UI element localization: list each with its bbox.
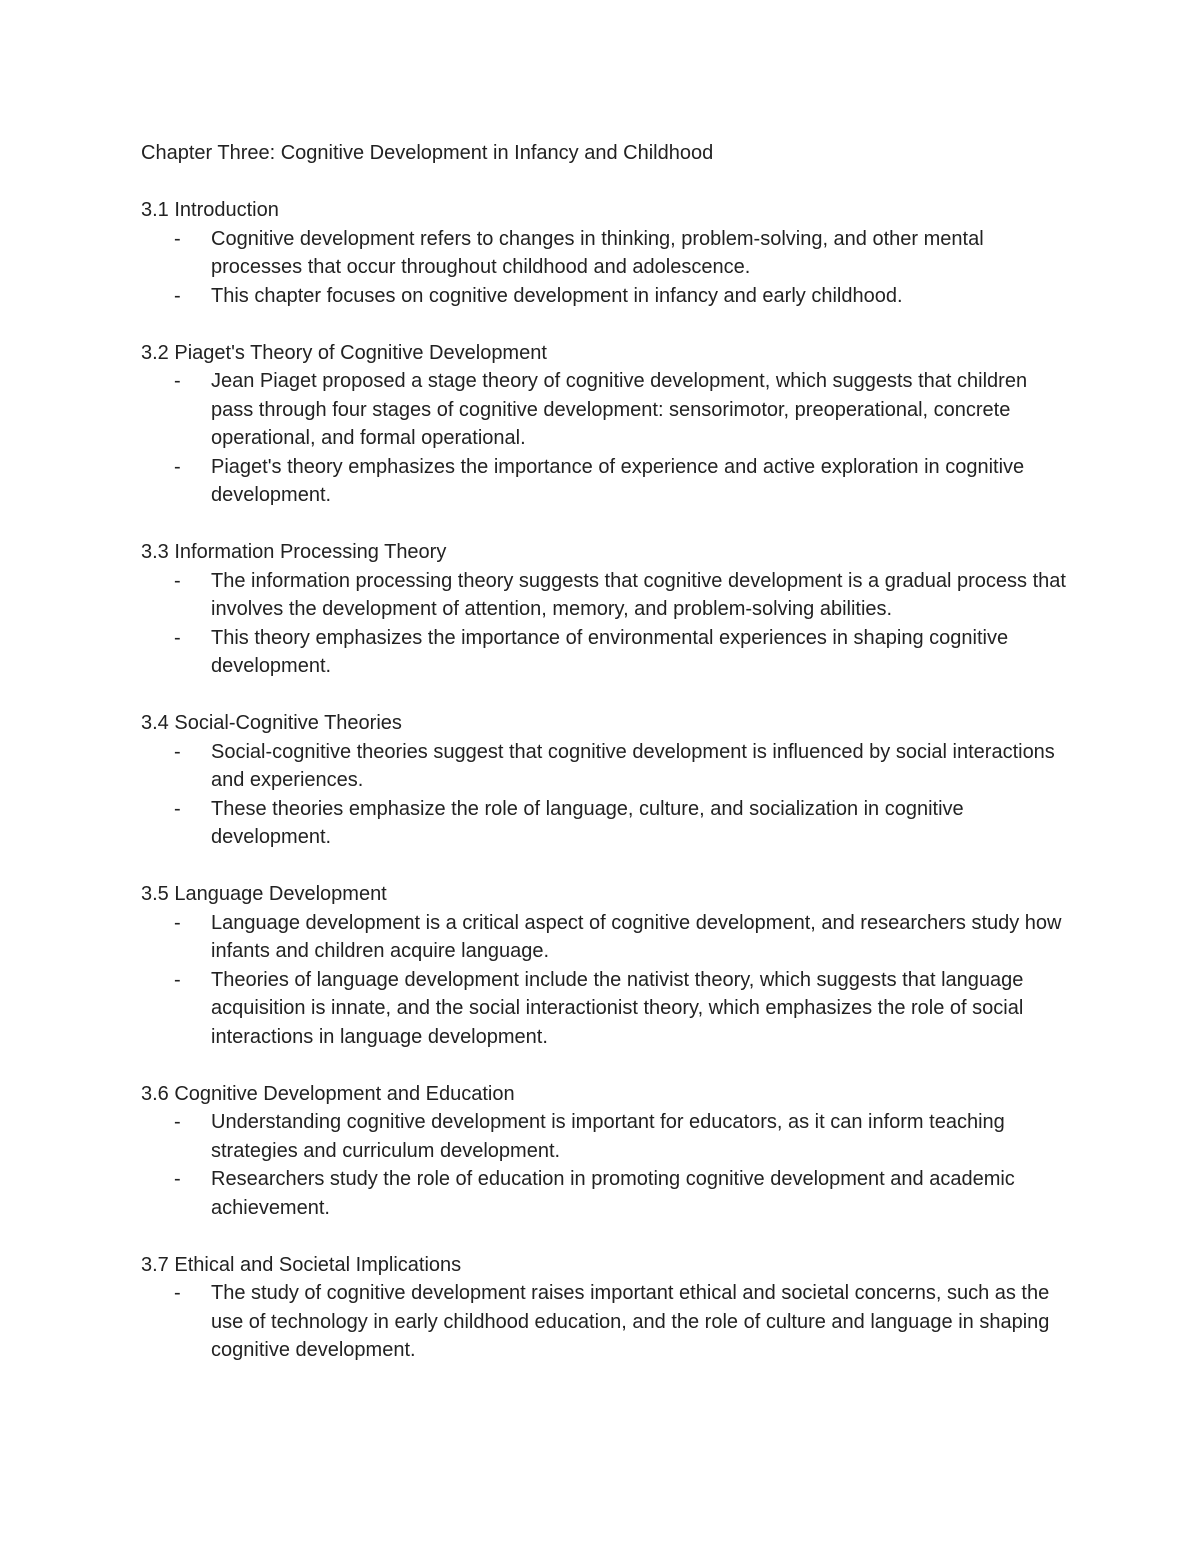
section-heading: 3.6 Cognitive Development and Education <box>141 1082 515 1105</box>
list-item <box>141 1108 1071 1165</box>
section-3-6 <box>141 1080 1071 1223</box>
dash-bullet-icon: - <box>174 1282 181 1304</box>
dash-bullet-icon: - <box>174 227 181 250</box>
bullet-list <box>141 567 1071 681</box>
section-3-4 <box>141 709 1071 852</box>
section-heading: 3.1 Introduction <box>141 199 279 221</box>
section-3-7 <box>141 1251 1071 1365</box>
dash-bullet-icon: - <box>174 1111 181 1133</box>
bullet-list <box>141 738 1071 852</box>
list-item-text: This chapter focuses on cognitive development in infancy and early childhood. <box>211 284 903 307</box>
list-item-text: Piaget's theory emphasizes the importance of experience and active exploration in cognitive development. <box>211 455 1025 506</box>
list-item <box>141 795 1071 852</box>
list-item <box>141 966 1071 1052</box>
bullet-list <box>141 1108 1071 1222</box>
section-3-3 <box>141 538 1071 681</box>
dash-bullet-icon: - <box>174 626 181 649</box>
dash-bullet-icon: - <box>174 455 181 478</box>
dash-bullet-icon: - <box>174 569 181 592</box>
section-3-1 <box>141 196 1071 310</box>
list-item-text: Understanding cognitive development is important for educators, as it can inform teaching strategies and curriculum development. <box>211 1111 1005 1162</box>
list-item <box>141 909 1071 966</box>
dash-bullet-icon: - <box>174 284 181 307</box>
dash-bullet-icon: - <box>174 370 181 392</box>
list-item <box>141 453 1071 510</box>
list-item <box>141 738 1071 795</box>
dash-bullet-icon: - <box>174 1168 181 1190</box>
list-item <box>141 624 1071 681</box>
bullet-list <box>141 1279 1071 1365</box>
section-3-5 <box>141 880 1071 1051</box>
list-item <box>141 567 1071 624</box>
list-item <box>141 1165 1071 1222</box>
list-item-text: These theories emphasize the role of language, culture, and socialization in cognitive development. <box>211 797 964 848</box>
section-3-2 <box>141 339 1071 510</box>
section-heading: 3.5 Language Development <box>141 883 387 905</box>
section-heading: 3.2 Piaget's Theory of Cognitive Development <box>141 341 547 364</box>
dash-bullet-icon: - <box>174 911 181 934</box>
bullet-list <box>141 225 1071 311</box>
dash-bullet-icon: - <box>174 968 181 991</box>
section-heading: 3.7 Ethical and Societal Implications <box>141 1253 462 1276</box>
list-item <box>141 1279 1071 1365</box>
document-page <box>141 139 1071 1393</box>
list-item <box>141 282 1071 311</box>
list-item-text: The information processing theory suggests that cognitive development is a gradual process that involves the development of attention, memory, and problem-solving abilities. <box>211 569 1066 620</box>
list-item-text: Researchers study the role of education in promoting cognitive development and academic achievement. <box>211 1168 1015 1219</box>
bullet-list <box>141 909 1071 1052</box>
page-title: Chapter Three: Cognitive Development in Infancy and Childhood <box>141 142 714 164</box>
bullet-list <box>141 367 1071 510</box>
list-item-text: Language development is a critical aspect of cognitive development, and researchers study how infants and children acquire language. <box>211 911 1062 962</box>
dash-bullet-icon: - <box>174 797 181 820</box>
list-item-text: Jean Piaget proposed a stage theory of cognitive development, which suggests that children pass through four stages of cognitive development: sensorimotor, preoperational, concrete operational, and formal operational. <box>211 370 1028 449</box>
dash-bullet-icon: - <box>174 740 181 763</box>
section-heading: 3.3 Information Processing Theory <box>141 541 447 563</box>
list-item-text: This theory emphasizes the importance of environmental experiences in shaping cognitive development. <box>211 626 1009 677</box>
section-heading: 3.4 Social-Cognitive Theories <box>141 712 402 734</box>
list-item <box>141 225 1071 282</box>
list-item-text: Cognitive development refers to changes in thinking, problem-solving, and other mental processes that occur throughout childhood and adolescence. <box>211 227 984 278</box>
list-item-text: Theories of language development include the nativist theory, which suggests that language acquisition is innate, and the social interactionist theory, which emphasizes the role of social interactions in language development. <box>211 968 1024 1048</box>
list-item <box>141 367 1071 453</box>
list-item-text: The study of cognitive development raises important ethical and societal concerns, such as the use of technology in early childhood education, and the role of culture and language in shaping cognitive development. <box>211 1282 1050 1361</box>
list-item-text: Social-cognitive theories suggest that cognitive development is influenced by social interactions and experiences. <box>211 740 1055 791</box>
